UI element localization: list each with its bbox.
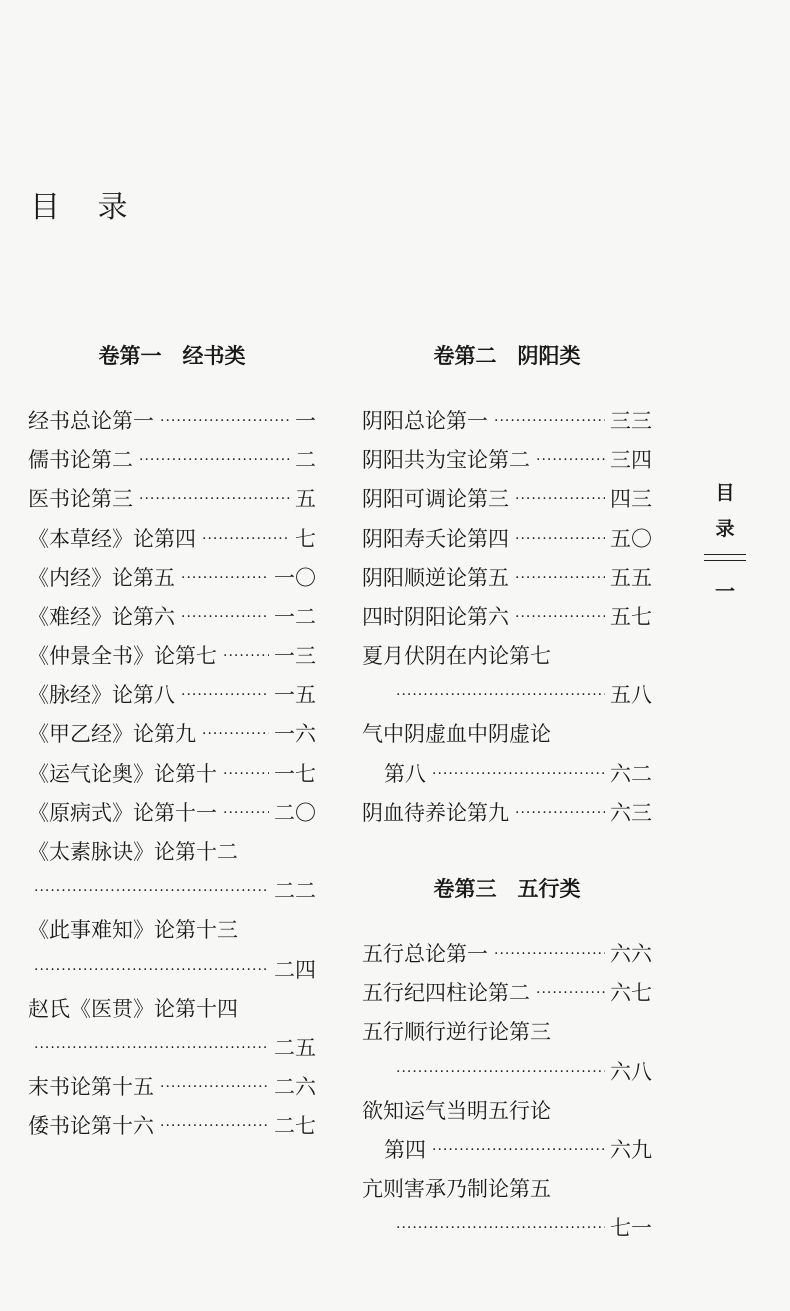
toc-entry[interactable] <box>362 935 652 974</box>
double-rule-divider <box>704 554 746 561</box>
entry-title-continued: 第八 <box>384 761 426 786</box>
entry-title: 阴阳共为宝论第二 <box>362 448 530 473</box>
entry-title: 《难经》论第六 <box>28 604 175 629</box>
leader-dots <box>515 520 605 559</box>
leader-dots <box>223 794 269 833</box>
entry-page: 一七 <box>274 761 316 786</box>
entry-title: 五行顺行逆行论第三 <box>362 1020 551 1045</box>
entry-title: 医书论第三 <box>28 487 133 512</box>
leader-dots <box>536 974 605 1013</box>
toc-column-left <box>28 330 316 1147</box>
toc-entry[interactable] <box>28 480 316 519</box>
entry-title: 《太素脉诀》论第十二 <box>28 840 238 865</box>
leader-dots <box>515 598 605 637</box>
leader-dots <box>202 715 269 754</box>
entry-page: 五 <box>295 487 316 512</box>
entry-page: 一〇 <box>274 565 316 590</box>
entry-title: 《脉经》论第八 <box>28 683 175 708</box>
entry-title: 阴阳总论第一 <box>362 408 488 433</box>
entry-title: 《运气论奥》论第十 <box>28 761 217 786</box>
entry-title: 亢则害承乃制论第五 <box>362 1177 551 1202</box>
leader-dots <box>396 676 605 715</box>
leader-dots <box>515 559 605 598</box>
entry-title: 五行纪四柱论第二 <box>362 981 530 1006</box>
entry-page: 二五 <box>274 1035 316 1060</box>
entry-page: 三四 <box>610 448 652 473</box>
entry-page: 一二 <box>274 604 316 629</box>
entry-page: 五〇 <box>610 526 652 551</box>
leader-dots <box>139 480 290 519</box>
entry-page: 二〇 <box>274 800 316 825</box>
leader-dots <box>396 1209 605 1248</box>
entry-page: 五七 <box>610 604 652 629</box>
toc-entry[interactable] <box>28 794 316 833</box>
entry-page: 六七 <box>610 981 652 1006</box>
leader-dots <box>34 951 269 990</box>
entry-page: 一 <box>295 408 316 433</box>
toc-entry[interactable] <box>28 833 316 911</box>
entry-title: 《此事难知》论第十三 <box>28 918 238 943</box>
toc-entry[interactable] <box>362 1013 652 1091</box>
toc-entry[interactable] <box>28 755 316 794</box>
toc-entry[interactable] <box>28 598 316 637</box>
entry-title: 阴阳寿夭论第四 <box>362 526 509 551</box>
toc-entry[interactable] <box>28 1107 316 1146</box>
entry-page: 二二 <box>274 879 316 904</box>
entry-title: 欲知运气当明五行论 <box>362 1098 551 1123</box>
entry-title: 经书总论第一 <box>28 408 154 433</box>
entry-title: 末书论第十五 <box>28 1075 154 1100</box>
entry-page: 三三 <box>610 408 652 433</box>
entry-title: 《仲景全书》论第七 <box>28 644 217 669</box>
section-heading-2: 卷第二 阴阳类 <box>433 343 581 368</box>
toc-entry[interactable] <box>28 441 316 480</box>
entry-page: 一五 <box>274 683 316 708</box>
toc-entry[interactable] <box>362 1092 652 1170</box>
toc-column-right <box>362 330 652 1249</box>
entry-page: 五五 <box>610 565 652 590</box>
entry-title: 《甲乙经》论第九 <box>28 722 196 747</box>
toc-entry[interactable] <box>362 520 652 559</box>
entry-title: 五行总论第一 <box>362 942 488 967</box>
leader-dots <box>432 755 605 794</box>
leader-dots <box>160 1107 269 1146</box>
leader-dots <box>181 676 269 715</box>
toc-entry[interactable] <box>28 520 316 559</box>
page-title: 目 录 <box>30 190 142 225</box>
toc-entry[interactable] <box>362 480 652 519</box>
leader-dots <box>181 559 269 598</box>
side-tab-char: 目 <box>715 482 735 504</box>
entry-title: 《内经》论第五 <box>28 565 175 590</box>
entry-page: 六九 <box>610 1137 652 1162</box>
entry-page: 六三 <box>610 800 652 825</box>
entry-title: 四时阴阳论第六 <box>362 604 509 629</box>
toc-entry[interactable] <box>28 559 316 598</box>
entry-page: 二六 <box>274 1075 316 1100</box>
leader-dots <box>139 441 290 480</box>
entry-page: 一六 <box>274 722 316 747</box>
leader-dots <box>160 402 290 441</box>
toc-entry[interactable] <box>362 598 652 637</box>
toc-entry[interactable] <box>362 1170 652 1248</box>
entry-title: 倭书论第十六 <box>28 1114 154 1139</box>
side-tab <box>700 478 750 604</box>
entry-page: 二四 <box>274 957 316 982</box>
toc-entry[interactable] <box>362 974 652 1013</box>
leader-dots <box>181 598 269 637</box>
entry-page: 二七 <box>274 1114 316 1139</box>
entry-page: 六二 <box>610 761 652 786</box>
folio-page-number: 一 <box>715 579 735 603</box>
entry-title: 阴血待养论第九 <box>362 800 509 825</box>
entry-page: 一三 <box>274 644 316 669</box>
toc-entry[interactable] <box>28 402 316 441</box>
entry-title: 阴阳顺逆论第五 <box>362 565 509 590</box>
entry-title: 赵氏《医贯》论第十四 <box>28 996 238 1021</box>
entry-title: 《本草经》论第四 <box>28 526 196 551</box>
toc-entry[interactable] <box>362 794 652 833</box>
entry-page: 四三 <box>610 487 652 512</box>
leader-dots <box>515 794 605 833</box>
entry-title: 阴阳可调论第三 <box>362 487 509 512</box>
toc-entry[interactable] <box>28 676 316 715</box>
leader-dots <box>536 441 605 480</box>
entry-page: 七 <box>295 526 316 551</box>
toc-entry[interactable] <box>28 990 316 1068</box>
section-heading-3: 卷第三 五行类 <box>433 876 581 902</box>
leader-dots <box>432 1131 605 1170</box>
leader-dots <box>494 402 605 441</box>
entry-page: 七一 <box>610 1216 652 1241</box>
side-tab-char: 录 <box>715 518 735 540</box>
leader-dots <box>160 1068 269 1107</box>
entry-title: 《原病式》论第十一 <box>28 800 217 825</box>
leader-dots <box>202 520 290 559</box>
leader-dots <box>223 755 269 794</box>
entry-page: 六六 <box>610 942 652 967</box>
leader-dots <box>396 1053 605 1092</box>
toc-entry[interactable] <box>362 637 652 715</box>
entry-page: 二 <box>295 448 316 473</box>
toc-entry[interactable] <box>28 637 316 676</box>
toc-entry[interactable] <box>362 559 652 598</box>
toc-entry[interactable] <box>28 716 316 755</box>
entry-title-continued: 第四 <box>384 1137 426 1162</box>
leader-dots <box>34 872 269 911</box>
entry-page: 五八 <box>610 683 652 708</box>
leader-dots <box>515 480 605 519</box>
section-heading-1: 卷第一 经书类 <box>98 343 246 368</box>
leader-dots <box>494 935 605 974</box>
entry-title: 儒书论第二 <box>28 448 133 473</box>
toc-entry[interactable] <box>28 911 316 989</box>
leader-dots <box>34 1029 269 1068</box>
toc-entry[interactable] <box>362 402 652 441</box>
toc-entry[interactable] <box>28 1068 316 1107</box>
leader-dots <box>223 637 269 676</box>
entry-title: 夏月伏阴在内论第七 <box>362 644 551 669</box>
entry-page: 六八 <box>610 1059 652 1084</box>
entry-title: 气中阴虚血中阴虚论 <box>362 722 551 747</box>
toc-entry[interactable] <box>362 441 652 480</box>
toc-entry[interactable] <box>362 716 652 794</box>
